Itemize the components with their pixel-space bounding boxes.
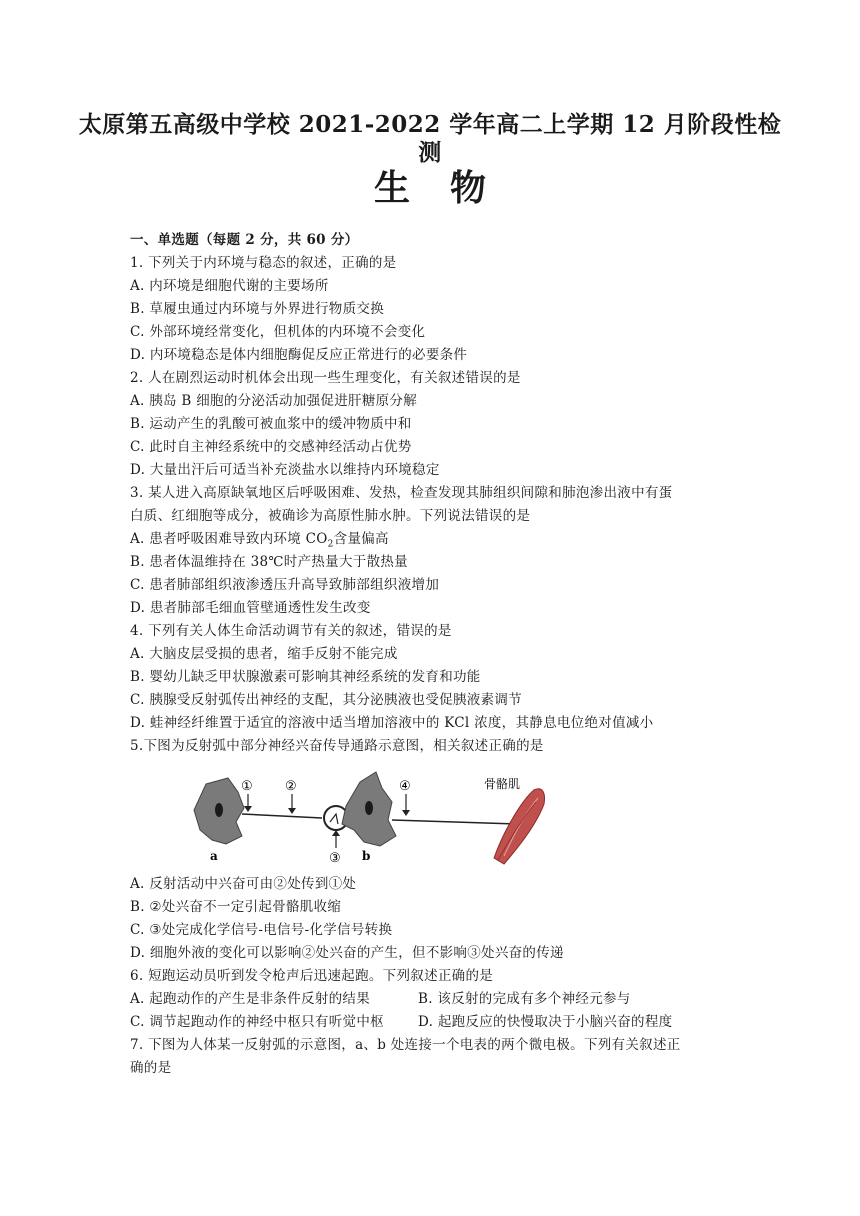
label-4: ④ xyxy=(399,779,411,794)
q5-option-a: A. 反射活动中兴奋可由②处传到①处 xyxy=(130,876,357,892)
q2-option-d: D. 大量出汗后可适当补充淡盐水以维持内环境稳定 xyxy=(130,462,440,478)
q3-option-a xyxy=(130,527,389,550)
title-line-1: 太原第五高级中学校 2021-2022 学年高二上学期 12 月阶段性检 xyxy=(78,111,782,138)
neuron-a-nucleus xyxy=(215,803,223,817)
q1-option-d: D. 内环境稳态是体内细胞酶促反应正常进行的必要条件 xyxy=(130,347,468,363)
q6-option-d: D. 起跑反应的快慢取决于小脑兴奋的程度 xyxy=(418,1014,673,1030)
q3-option-a-text: A. 患者呼吸困难导致内环境 CO xyxy=(130,531,328,547)
label-b: b xyxy=(362,849,371,863)
label-3: ③ xyxy=(329,851,341,866)
q5-stem: 5.下图为反射弧中部分神经兴奋传导通路示意图，相关叙述正确的是 xyxy=(130,738,544,754)
q2-stem: 2. 人在剧烈运动时机体会出现一些生理变化，有关叙述错误的是 xyxy=(130,370,521,386)
q3-option-a-tail: 含量偏高 xyxy=(333,531,389,547)
q3-option-c: C. 患者肺部组织液渗透压升高导致肺部组织液增加 xyxy=(130,577,440,593)
q6-option-a: A. 起跑动作的产生是非条件反射的结果 xyxy=(130,991,371,1007)
q4-option-c: C. 胰腺受反射弧传出神经的支配，其分泌胰液也受促胰液素调节 xyxy=(130,692,522,708)
reflex-arc-figure xyxy=(186,770,546,870)
q5-option-c: C. ③处完成化学信号-电信号-化学信号转换 xyxy=(130,922,393,938)
subject-title: 生物 xyxy=(373,167,526,209)
q4-option-a: A. 大脑皮层受损的患者，缩手反射不能完成 xyxy=(130,646,398,662)
q4-option-d: D. 蛙神经纤维置于适宜的溶液中适当增加溶液中的 KCl 浓度，其静息电位绝对值减小 xyxy=(130,715,654,731)
q3-stem-line-1: 3. 某人进入高原缺氧地区后呼吸困难、发热，检查发现其肺组织间隙和肺泡渗出液中有蛋 xyxy=(130,485,673,501)
q3-option-a-subscript: 2 xyxy=(327,539,334,550)
section-heading: 一、单选题（每题 2 分，共 60 分） xyxy=(130,232,359,248)
label-a: a xyxy=(210,849,218,863)
q1-option-b: B. 草履虫通过内环境与外界进行物质交换 xyxy=(130,301,385,317)
neuron-b-nucleus xyxy=(365,801,373,815)
q2-option-b: B. 运动产生的乳酸可被血浆中的缓冲物质中和 xyxy=(130,416,412,432)
q5-option-b: B. ②处兴奋不一定引起骨骼肌收缩 xyxy=(130,899,342,915)
q6-stem: 6. 短跑运动员听到发令枪声后迅速起跑。下列叙述正确的是 xyxy=(130,968,494,984)
q6-option-b: B. 该反射的完成有多个神经元参与 xyxy=(418,991,631,1007)
q7-stem-line-1: 7. 下图为人体某一反射弧的示意图，a、b 处连接一个电表的两个微电极。下列有关叙述正 xyxy=(130,1037,681,1053)
q1-option-c: C. 外部环境经常变化，但机体的内环境不会变化 xyxy=(130,324,426,340)
q1-stem: 1. 下列关于内环境与稳态的叙述，正确的是 xyxy=(130,255,397,271)
axon-a xyxy=(242,814,322,818)
q2-option-a: A. 胰岛 B 细胞的分泌活动加强促进肝糖原分解 xyxy=(130,393,418,409)
axon-b xyxy=(392,820,518,824)
q1-option-a: A. 内环境是细胞代谢的主要场所 xyxy=(130,278,329,294)
q4-option-b: B. 婴幼儿缺乏甲状腺激素可影响其神经系统的发育和功能 xyxy=(130,669,481,685)
q3-stem-line-2: 白质、红细胞等成分，被确诊为高原性肺水肿。下列说法错误的是 xyxy=(130,508,531,524)
q4-stem: 4. 下列有关人体生命活动调节有关的叙述，错误的是 xyxy=(130,623,452,639)
q6-option-c: C. 调节起跑动作的神经中枢只有听觉中枢 xyxy=(130,1014,384,1030)
q3-option-d: D. 患者肺部毛细血管壁通透性发生改变 xyxy=(130,600,371,616)
q7-stem-line-2: 确的是 xyxy=(130,1060,172,1076)
q2-option-c: C. 此时自主神经系统中的交感神经活动占优势 xyxy=(130,439,412,455)
label-2: ② xyxy=(285,779,297,794)
title-line-2: 测 xyxy=(418,139,442,166)
label-muscle: 骨骼肌 xyxy=(484,777,521,791)
q3-option-b: B. 患者体温维持在 38℃时产热量大于散热量 xyxy=(130,554,408,570)
q5-option-d: D. 细胞外液的变化可以影响②处兴奋的产生，但不影响③处兴奋的传递 xyxy=(130,945,564,961)
label-1: ① xyxy=(241,779,253,794)
